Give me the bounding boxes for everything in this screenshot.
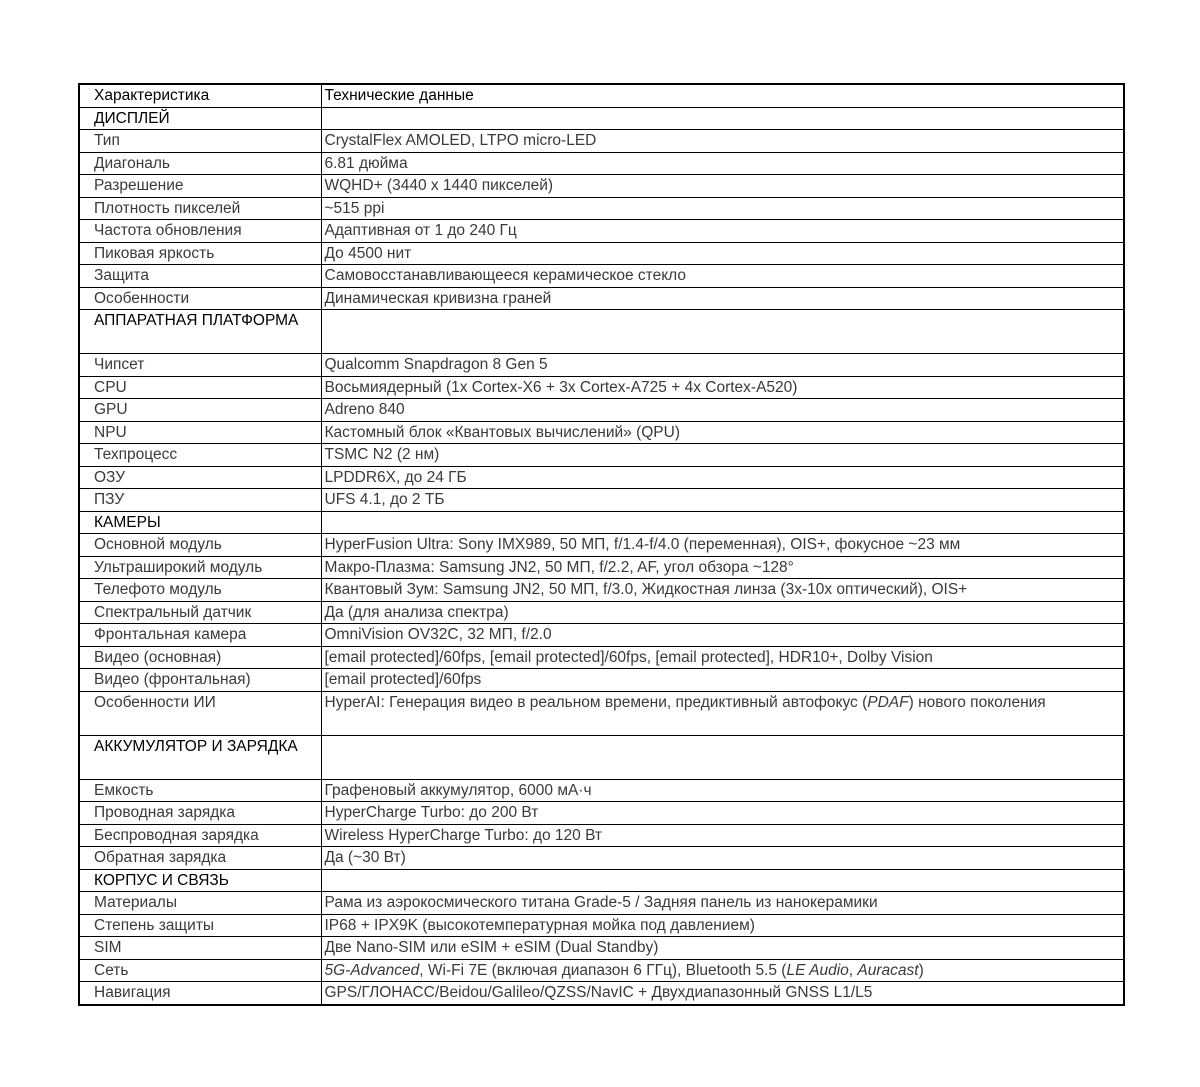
spec-value [321,242,1124,265]
spec-label: Сеть [79,959,321,982]
spec-value [321,399,1124,422]
spec-label: Пиковая яркость [79,242,321,265]
spec-row [79,959,1124,982]
section-row [79,310,1124,354]
spec-label: Плотность пикселей [79,197,321,220]
spec-row [79,534,1124,557]
spec-row [79,354,1124,377]
spec-label: Видео (основная) [79,646,321,669]
spec-row [79,242,1124,265]
spec-value-segment: Wireless HyperCharge Turbo: до 120 Вт [324,826,603,844]
section-value-empty [321,107,1124,130]
spec-value-segment: HyperFusion Ultra: Sony IMX989, 50 МП, f/1.4-f/4.0 (переменная), OIS+, фокусное ~23 мм [324,536,961,553]
spec-row [79,444,1124,467]
spec-value-segment: , Wi-Fi 7E (включая диапазон 6 ГГц), Bluetooth 5.5 ( [419,961,787,979]
spec-row [79,779,1124,802]
spec-value [321,421,1124,444]
spec-value-segment: Да (для анализа спектра) [324,603,509,621]
section-row [79,107,1124,130]
spec-label: Тип [79,130,321,153]
spec-label: Особенности ИИ [79,691,321,735]
spec-value [321,914,1124,937]
section-row [79,869,1124,892]
spec-value [321,265,1124,288]
spec-value-italic-segment: 5G-Advanced [324,961,420,979]
spec-value-segment: CrystalFlex AMOLED, LTPO micro-LED [324,132,597,149]
spec-value [321,824,1124,847]
spec-label: GPU [79,399,321,422]
spec-value-segment: Макро-Плазма: Samsung JN2, 50 МП, f/2.2, AF, угол обзора ~128° [324,558,794,576]
spec-value [321,466,1124,489]
spec-value-segment: Графеновый аккумулятор, 6000 мА·ч [324,781,592,799]
spec-label: ПЗУ [79,489,321,512]
spec-value [321,982,1124,1005]
spec-value [321,624,1124,647]
table-header-row [79,84,1124,107]
spec-label: Диагональ [79,152,321,175]
spec-label: SIM [79,937,321,960]
spec-label: Чипсет [79,354,321,377]
spec-value-italic-segment: PDAF [867,693,909,711]
spec-value-italic-segment: Auracast [857,961,919,979]
spec-value [321,779,1124,802]
spec-row [79,265,1124,288]
spec-value-segment: Adreno 840 [324,401,405,418]
spec-value-segment: ) [918,961,924,979]
spec-row [79,421,1124,444]
spec-value-segment: Qualcomm Snapdragon 8 Gen 5 [324,356,548,373]
spec-label: Разрешение [79,175,321,198]
spec-label: Навигация [79,982,321,1005]
spec-row [79,466,1124,489]
spec-value-segment: GPS/ГЛОНАСС/Beidou/Galileo/QZSS/NavIC + Двухдиапазонный GNSS L1/L5 [324,984,873,1001]
spec-row [79,287,1124,310]
spec-value [321,937,1124,960]
spec-value [321,489,1124,512]
header-characteristic: Характеристика [79,84,321,107]
spec-row [79,892,1124,915]
spec-value-segment: 6.81 дюйма [324,154,408,172]
spec-value [321,354,1124,377]
spec-value [321,287,1124,310]
section-row [79,511,1124,534]
spec-value-segment: Самовосстанавливающееся керамическое стекло [324,267,686,284]
spec-label: Спектральный датчик [79,601,321,624]
spec-row [79,982,1124,1005]
spec-value [321,601,1124,624]
spec-row [79,847,1124,870]
spec-label: Фронтальная камера [79,624,321,647]
spec-row [79,601,1124,624]
spec-table-body [79,84,1124,1005]
spec-row [79,646,1124,669]
spec-label: Обратная зарядка [79,847,321,870]
spec-value-segment: HyperAI: Генерация видео в реальном времени, предиктивный автофокус ( [324,693,868,711]
spec-row [79,376,1124,399]
spec-label: Видео (фронтальная) [79,669,321,692]
spec-label: Основной модуль [79,534,321,557]
section-title: КАМЕРЫ [79,511,321,534]
spec-value-segment: Адаптивная от 1 до 240 Гц [324,222,517,239]
spec-row [79,399,1124,422]
spec-row [79,691,1124,735]
header-technical-data: Технические данные [321,84,1124,107]
spec-value [321,130,1124,153]
spec-row [79,175,1124,198]
spec-value [321,152,1124,175]
spec-label: Защита [79,265,321,288]
spec-value-segment: Динамическая кривизна граней [324,289,552,307]
spec-label: NPU [79,421,321,444]
spec-row [79,669,1124,692]
spec-value [321,197,1124,220]
spec-value-segment: До 4500 нит [324,244,412,262]
spec-row [79,937,1124,960]
spec-value-italic-segment: LE Audio [786,961,849,979]
spec-value [321,691,1124,735]
spec-value-segment: Две Nano-SIM или eSIM + eSIM (Dual Standby) [324,939,659,956]
spec-value [321,175,1124,198]
spec-value-segment: WQHD+ (3440 x 1440 пикселей) [324,177,554,194]
spec-value-segment: Рама из аэрокосмического титана Grade-5 / Задняя панель из нанокерамики [324,894,878,911]
spec-label: Частота обновления [79,220,321,243]
spec-value-segment: LPDDR6X, до 24 ГБ [324,468,467,486]
spec-label: Особенности [79,287,321,310]
section-value-empty [321,511,1124,534]
spec-row [79,197,1124,220]
spec-value-segment: ) нового поколения [908,693,1046,711]
spec-row [79,624,1124,647]
spec-value-segment: Восьмиядерный (1x Cortex-X6 + 3x Cortex-A725 + 4x Cortex-A520) [324,378,798,396]
spec-value-segment: TSMC N2 (2 нм) [324,446,440,463]
spec-value [321,669,1124,692]
spec-value [321,892,1124,915]
spec-label: Степень защиты [79,914,321,937]
section-title: КОРПУС И СВЯЗЬ [79,869,321,892]
spec-row [79,579,1124,602]
spec-value [321,959,1124,982]
spec-value-segment: [email protected]/60fps, [email protected]/60fps, [email protected], HDR10+, Dolby Vision [324,648,933,666]
spec-label: Телефото модуль [79,579,321,602]
section-value-empty [321,310,1124,354]
spec-value-segment: Квантовый Зум: Samsung JN2, 50 МП, f/3.0, Жидкостная линза (3x-10x оптический), OIS+ [324,581,968,598]
spec-value [321,376,1124,399]
spec-row [79,914,1124,937]
spec-value [321,646,1124,669]
section-title: АККУМУЛЯТОР И ЗАРЯДКА [79,735,321,779]
spec-label: Техпроцесс [79,444,321,467]
section-title: АППАРАТНАЯ ПЛАТФОРМА [79,310,321,354]
spec-row [79,220,1124,243]
spec-row [79,556,1124,579]
spec-value-segment: Кастомный блок «Квантовых вычислений» (QPU) [324,423,680,441]
spec-value [321,556,1124,579]
spec-row [79,489,1124,512]
spec-value-segment: ~515 ppi [324,199,385,217]
section-title: ДИСПЛЕЙ [79,107,321,130]
spec-row [79,152,1124,175]
spec-value-segment: , [848,961,858,979]
spec-label: Проводная зарядка [79,802,321,825]
spec-value-segment: UFS 4.1, до 2 ТБ [324,491,445,508]
spec-row [79,824,1124,847]
spec-label: Емкость [79,779,321,802]
spec-value [321,847,1124,870]
spec-value-segment: Да (~30 Вт) [324,849,406,866]
spec-label: ОЗУ [79,466,321,489]
spec-value-segment: OmniVision OV32C, 32 МП, f/2.0 [324,626,552,643]
spec-value-segment: IP68 + IPX9K (высокотемпературная мойка под давлением) [324,916,755,934]
spec-value [321,444,1124,467]
spec-row [79,130,1124,153]
spec-value-segment: [email protected]/60fps [324,671,482,688]
spec-label: CPU [79,376,321,399]
spec-label: Ультраширокий модуль [79,556,321,579]
spec-value [321,534,1124,557]
spec-row [79,802,1124,825]
spec-label: Материалы [79,892,321,915]
spec-value [321,579,1124,602]
spec-value [321,220,1124,243]
spec-value [321,802,1124,825]
spec-table [78,83,1125,1006]
spec-label: Беспроводная зарядка [79,824,321,847]
section-row [79,735,1124,779]
section-value-empty [321,735,1124,779]
section-value-empty [321,869,1124,892]
spec-value-segment: HyperCharge Turbo: до 200 Вт [324,804,539,821]
